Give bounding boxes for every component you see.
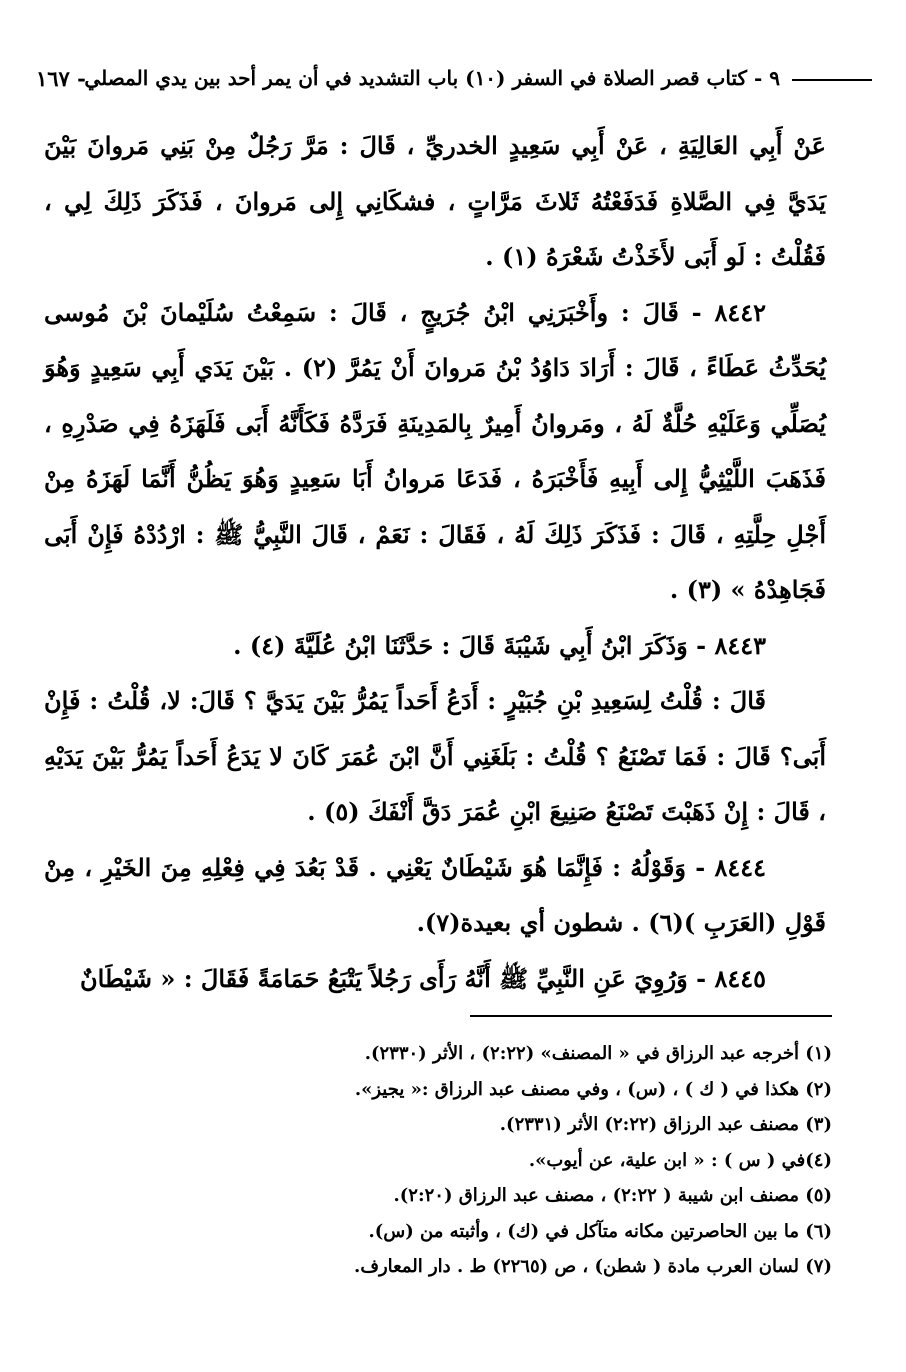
footnote: (٧) لسان العرب مادة ( شطن) ، ص (٢٢٦٥) ط . دار المعارف. — [354, 1256, 832, 1277]
paragraph: عَنْ أَبِي العَالِيَةِ ، عَنْ أَبِي سَعِيدٍ الخدريِّ ، قَالَ : مَرَّ رَجُلٌ مِنْ بَنِي مَروانَ بَيْنَ يَدَيَّ فِي الصَّلاةِ فَدَفَعْتُهُ ثَلاثَ مَرَّاتٍ ، فشكَانِي إِلى مَروانَ ، فَذَكَرَ ذَلِكَ لِي ، فَقُلْتُ : لَو أَبَى لأَخَذْتُ شَعْرَهُ (١) . — [44, 131, 826, 271]
paragraph: ٨٤٤٤ - وَقَوْلُهُ : فَإِنَّمَا هُوَ شَيْطَانٌ يَعْنِي . قَدْ بَعُدَ فِي فِعْلِهِ مِنَ الخَيْرِ ، مِنْ قَوْلِ (العَرَبِ )(٦) . شطون أي بعيدة(٧). — [44, 852, 826, 937]
footnote-separator — [470, 1015, 832, 1017]
header-rule — [792, 79, 872, 81]
paragraph: ٨٤٤٣ - وَذَكَرَ ابْنُ أَبِي شَيْبَةَ قَالَ : حَدَّثَنَا ابْنُ عُلَيَّةَ (٤) . — [233, 630, 766, 660]
footnote: (٤)في ( س ) : « ابن علية، عن أيوب». — [528, 1149, 832, 1171]
footnote: (٣) مصنف عبد الرزاق (٢:٢٢) الأثر (٢٣٣١). — [499, 1114, 832, 1135]
running-header — [36, 62, 872, 96]
main-text — [44, 118, 826, 1006]
footnote: (١) أخرجه عبد الرزاق في « المصنف» (٢:٢٢) ، الأثر (٢٣٣٠). — [364, 1043, 832, 1064]
footnote: (٦) ما بين الحاصرتين مكانه متآكل في (ك) ، وأثبته من (س). — [368, 1220, 832, 1242]
footnote: (٥) مصنف ابن شيبة ( ٢:٢٢) ، مصنف عبد الرزاق (٢:٢٠). — [393, 1185, 832, 1206]
header-title: ٩ - كتاب قصر الصلاة في السفر (١٠) باب التشديد في أن يمر أحد بين يدي المصلي — [84, 66, 780, 90]
footnotes — [200, 1036, 832, 1285]
paragraph: ٨٤٤٢ - قَالَ : وأَخْبَرَنِي ابْنُ جُرَيجٍ ، قَالَ : سَمِعْتُ سُلَيْمانَ بْنَ مُوسى يُحَدِّثُ عَطَاءً ، قَالَ : أَرَادَ دَاوُدُ بْنُ مَروانَ أَنْ يَمُرَّ (٢) . بَيْنَ يَدَي أَبِي سَعِيدٍ وَهُوَ يُصَلِّي وَعَلَيْهِ حُلَّةٌ لَهُ ، ومَروانُ أَمِيرٌ بِالمَدِينَةِ فَرَدَّهُ فَكَأَنَّهُ أَبَى فَلَهَزَهُ فِي صَدْرِهِ ، فَذَهَبَ اللَّيْثِيُّ إِلى أَبِيهِ فَأَخْبَرَهُ ، فَدَعَا مَروانُ أَبَا سَعِيدٍ وَهُوَ يَظُنُّ أَنَّمَا لَهَزَهُ مِنْ أَجْلِ حِلَّتِهِ ، قَالَ : فَذَكَرَ ذَلِكَ لَهُ ، فَقَالَ : نَعَمْ ، قَالَ النَّبِيُّ ﷺ : ارْدُدْهُ فَإِنْ أَبَى فَجَاهِدْهُ » (٣) . — [44, 297, 827, 604]
footnote: (٢) هكذا في ( ك ) ، (س) ، وفي مصنف عبد الرزاق :« يجيز». — [354, 1078, 832, 1100]
paragraph: ٨٤٤٥ - وَرُوِيَ عَنِ النَّبِيِّ ﷺ أَنَّهُ رَأَى رَجُلاً يَتْبَعُ حَمَامَةً فَقَالَ : « شَيْطَانٌ — [80, 963, 766, 993]
page-number: - ١٦٧ — [36, 66, 86, 91]
paragraph: قَالَ : قُلْتُ لِسَعِيدِ بْنِ جُبَيْرٍ : أَدَعُ أَحَداً يَمُرُّ بَيْنَ يَدَيَّ ؟ قَالَ: لا، قُلْتُ : فَإِنْ أَبَى؟ قَالَ : فَمَا تَصْنَعُ ؟ قُلْتُ : بَلَغَنِي أَنَّ ابْنَ عُمَرَ كَانَ لا يَدَعُ أَحَداً يَمُرُّ بَيْنَ يَدَيْهِ ، قَالَ : إِنْ ذَهَبْتَ تَصْنَعُ صَنِيعَ ابْنِ عُمَرَ دَقَّ أَنْفَكَ (٥) . — [44, 686, 826, 826]
